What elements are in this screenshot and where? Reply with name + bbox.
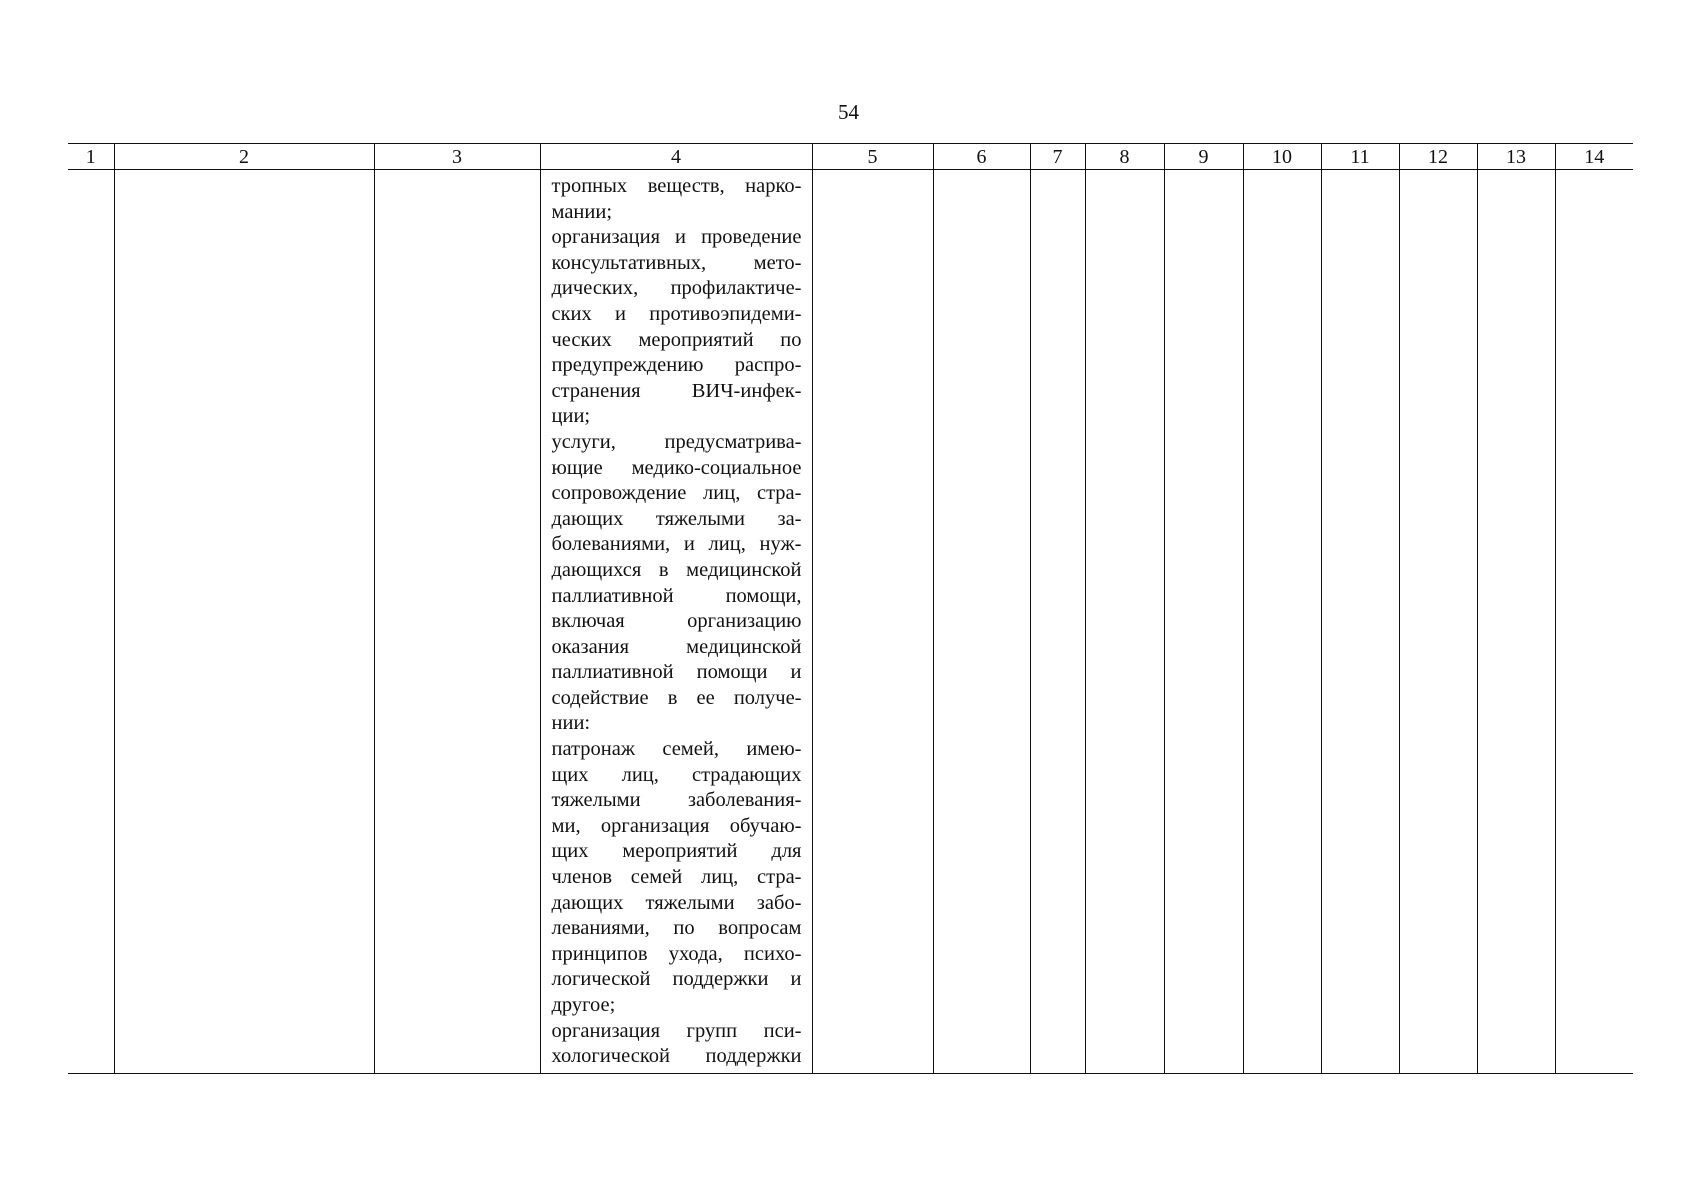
text-line: тропных веществ, нарко- [551, 175, 802, 197]
cell-col-11 [1321, 170, 1399, 1074]
cell-col-14 [1555, 170, 1633, 1074]
text-line: членов семей лиц, стра- [551, 866, 802, 889]
text-line: хологической поддержки [551, 1045, 802, 1068]
column-header-14: 14 [1555, 144, 1633, 170]
cell-col-6 [933, 170, 1030, 1074]
text-line: организация групп пси- [551, 1019, 802, 1042]
header-row [68, 144, 1633, 170]
column-header-10: 10 [1243, 144, 1321, 170]
text-line: предупреждению распро- [551, 354, 802, 377]
text-line: мании; [551, 200, 613, 223]
text-line: ющие медико-социальное [551, 456, 802, 479]
text-line: ми, организация обучаю- [551, 814, 802, 837]
text-line: дических, профилактиче- [551, 277, 802, 300]
column-header-3: 3 [374, 144, 540, 170]
text-line: дающих тяжелыми за- [551, 507, 802, 530]
text-line: тяжелыми заболевания- [551, 789, 802, 812]
data-table [68, 143, 1633, 1074]
text-line: щих лиц, страдающих [551, 763, 802, 786]
cell-col-10 [1243, 170, 1321, 1074]
text-line: щих мероприятий для [551, 840, 802, 863]
text-line: включая организацию [551, 610, 802, 633]
cell-col-12 [1399, 170, 1477, 1074]
cell-col-8 [1085, 170, 1164, 1074]
text-line: нии: [551, 712, 591, 735]
text-line: паллиативной помощи и [551, 661, 802, 684]
column-header-6: 6 [933, 144, 1030, 170]
text-line: странения ВИЧ-инфек- [551, 379, 802, 402]
cell-col-1 [68, 170, 114, 1074]
column-header-13: 13 [1477, 144, 1555, 170]
page-number: 54 [838, 100, 859, 124]
text-line: организация и проведение [551, 226, 802, 249]
column-header-5: 5 [812, 144, 933, 170]
cell-col-7 [1030, 170, 1085, 1074]
cell-col-9 [1164, 170, 1243, 1074]
text-line: дающих тяжелыми забо- [551, 891, 802, 914]
text-line: ции; [551, 405, 591, 428]
cell-col-2 [114, 170, 374, 1074]
text-line: паллиативной помощи, [551, 584, 802, 607]
column-header-4: 4 [540, 144, 812, 170]
text-line: услуги, предусматрива- [551, 430, 802, 453]
column-header-11: 11 [1321, 144, 1399, 170]
text-line: леваниями, по вопросам [551, 917, 802, 940]
text-line: ских и противоэпидеми- [551, 302, 802, 325]
text-line: болеваниями, и лиц, нуж- [551, 533, 802, 556]
text-line: консультативных, мето- [551, 251, 802, 274]
cell-col-4-text [540, 170, 812, 1074]
column-header-9: 9 [1164, 144, 1243, 170]
cell-col-3 [374, 170, 540, 1074]
column-header-12: 12 [1399, 144, 1477, 170]
text-line: логической поддержки и [551, 968, 802, 991]
text-line: патронаж семей, имею- [551, 738, 802, 761]
cell-col-5 [812, 170, 933, 1074]
column-header-2: 2 [114, 144, 374, 170]
column-header-8: 8 [1085, 144, 1164, 170]
cell-col-13 [1477, 170, 1555, 1074]
column-header-7: 7 [1030, 144, 1085, 170]
text-line: оказания медицинской [551, 635, 802, 658]
text-line: содействие в ее получе- [551, 686, 802, 709]
text-line: принципов ухода, психо- [551, 942, 802, 965]
text-line: другое; [551, 994, 616, 1016]
text-line: сопровождение лиц, стра- [551, 482, 802, 505]
table-row [68, 170, 1633, 1074]
text-line: ческих мероприятий по [551, 328, 802, 351]
column-header-1: 1 [68, 144, 114, 170]
text-line: дающихся в медицинской [551, 558, 802, 581]
